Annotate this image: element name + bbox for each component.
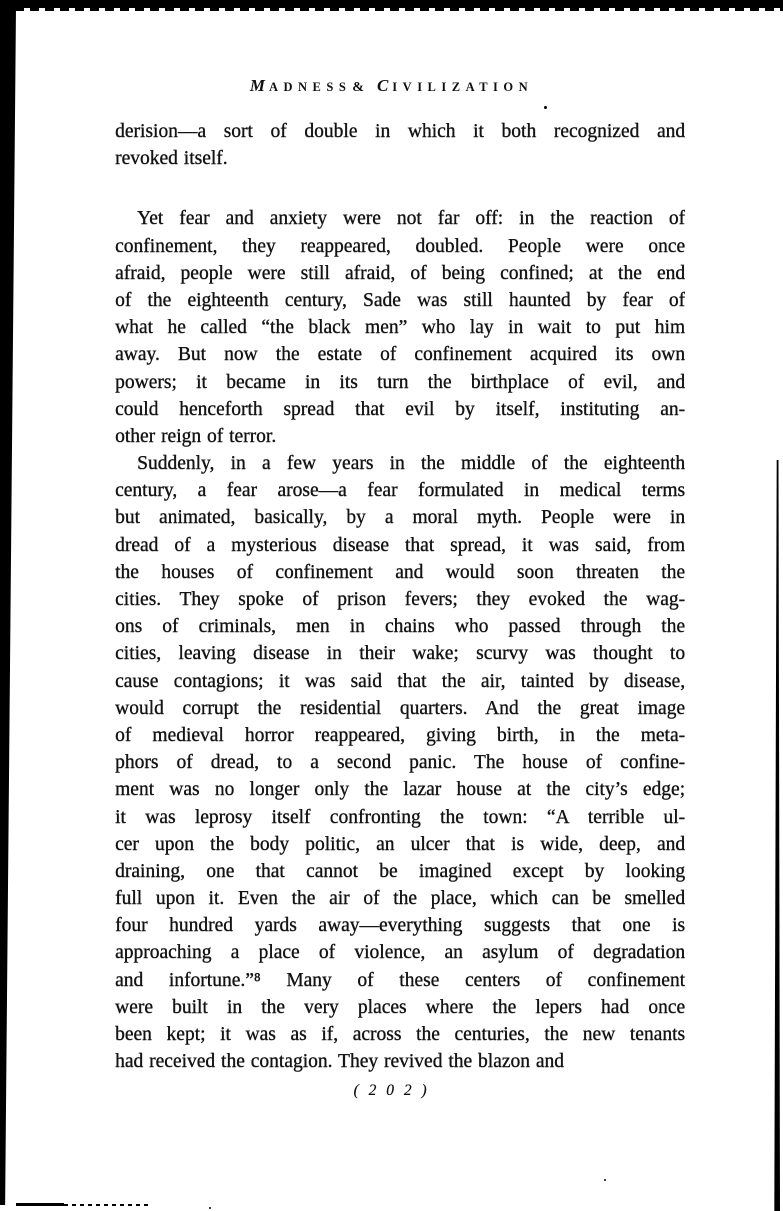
text-line: cer upon the body politic, an ulcer that is wide, deep, and: [115, 833, 685, 855]
text-line: approaching a place of violence, an asylum of degradation: [115, 942, 685, 964]
text-line: powers; it became in its turn the birthplace of evil, and: [115, 371, 685, 393]
running-head: [0, 76, 783, 98]
text-line: of the eighteenth century, Sade was still haunted by fear of: [115, 289, 685, 311]
text-line: cities. They spoke of prison fevers; they evoked the wag-: [115, 589, 685, 610]
text-line: had received the contagion. They revived the blazon and: [115, 1051, 564, 1073]
text-line: derision—a sort of double in which it both recognized and: [115, 121, 685, 142]
text-line: and infortune.”⁸ Many of these centers of confinement: [115, 969, 685, 991]
text-line: afraid, people were still afraid, of being confined; at the end: [115, 262, 685, 284]
text-line: draining, one that cannot be imagined except by looking: [115, 860, 685, 882]
text-line: other reign of terror.: [115, 425, 277, 447]
text-line: the houses of confinement and would soon threaten the: [115, 561, 685, 583]
running-head-caps: IVILIZATION: [392, 80, 534, 94]
scan-edge-left: [0, 6, 16, 1205]
running-head-caps: ADNESS: [268, 80, 352, 94]
text-line: would corrupt the residential quarters. And the great image: [115, 697, 685, 719]
text-line: cause contagions; it was said that the air, tainted by disease,: [115, 670, 685, 692]
text-line: ons of criminals, men in chains who passed through the: [115, 616, 685, 638]
paragraph: [115, 205, 685, 450]
text-line: away. But now the estate of confinement acquired its own: [115, 344, 685, 366]
paragraph: [115, 450, 685, 1075]
scan-speck: [544, 106, 547, 109]
text-line: ment was no longer only the lazar house at the city’s edge;: [115, 779, 685, 801]
text-line: full upon it. Even the air of the place, which can be smelled: [115, 888, 685, 910]
page-number: ( 2 0 2 ): [353, 1082, 430, 1099]
text-line: of medieval horror reappeared, giving birth, in the meta-: [115, 724, 685, 746]
scan-speck: [604, 1179, 606, 1181]
scan-edge-bottom: [16, 1203, 148, 1206]
text-line: Suddenly, in a few years in the middle of the eighteenth: [137, 453, 685, 475]
scan-speck: [209, 1207, 211, 1209]
running-head-initial: M: [249, 76, 269, 95]
text-line: revoked itself.: [115, 148, 228, 170]
text-line: been kept; it was as if, across the centuries, the new tenants: [115, 1024, 685, 1045]
text-line: confinement, they reappeared, doubled. People were once: [115, 235, 685, 257]
text-line: dread of a mysterious disease that spread, it was said, from: [115, 534, 685, 556]
text-line: phors of dread, to a second panic. The house of confine-: [115, 752, 685, 774]
text-line: century, a fear arose—a fear formulated in medical terms: [115, 480, 685, 502]
text-line: what he called “the black men” who lay in wait to put him: [115, 317, 685, 339]
text-line: four hundred yards away—everything suggests that one is: [115, 915, 685, 937]
paragraph: [115, 118, 685, 172]
running-head-initial: C: [376, 76, 393, 95]
text-line: Yet fear and anxiety were not far off: in the reaction of: [137, 208, 685, 230]
ampersand: &: [352, 80, 364, 95]
text-line: but animated, basically, by a moral myth. People were in: [115, 507, 685, 529]
text-line: it was leprosy itself confronting the town: “A terrible ul-: [115, 806, 685, 828]
scan-edge-top: [0, 0, 783, 8]
text-line: were built in the very places where the lepers had once: [115, 996, 685, 1018]
text-line: could henceforth spread that evil by itself, instituting an-: [115, 398, 685, 420]
page-body: [115, 118, 685, 1075]
text-line: cities, leaving disease in their wake; scurvy was thought to: [115, 643, 685, 665]
